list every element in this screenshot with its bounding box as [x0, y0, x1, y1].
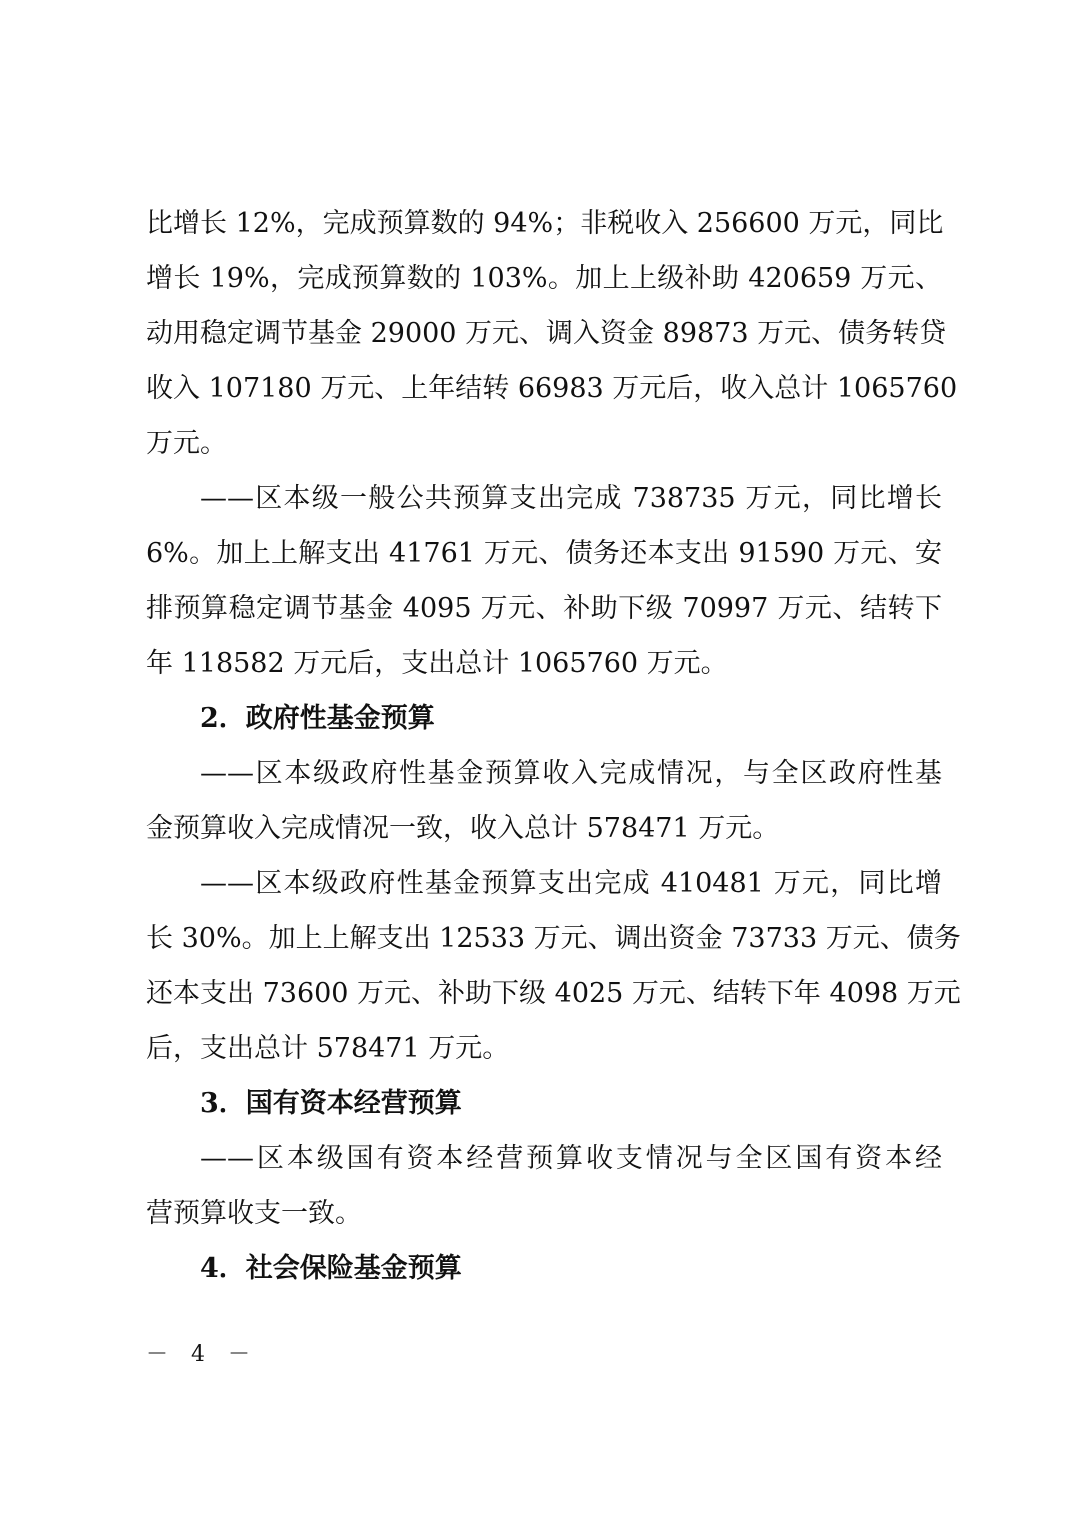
paragraph-line: ——区本级政府性基金预算收入完成情况，与全区政府性基: [200, 758, 942, 789]
paragraph-line: ——区本级国有资本经营预算收支情况与全区国有资本经: [200, 1143, 942, 1174]
paragraph-line: 收入 107180 万元、上年结转 66983 万元后，收入总计 1065760: [146, 373, 958, 404]
paragraph-line: 6%。加上上解支出 41761 万元、债务还本支出 91590 万元、安: [146, 538, 942, 569]
paragraph-line: 年 118582 万元后，支出总计 1065760 万元。: [146, 648, 728, 679]
paragraph-line: ——区本级一般公共预算支出完成 738735 万元，同比增长: [200, 483, 942, 514]
paragraph-line: 还本支出 73600 万元、补助下级 4025 万元、结转下年 4098 万元: [146, 978, 961, 1009]
section-heading-government-fund: 2．政府性基金预算: [200, 703, 435, 734]
paragraph-line: 比增长 12%，完成预算数的 94%；非税收入 256600 万元，同比: [146, 208, 944, 239]
document-body: [146, 196, 961, 1296]
paragraph-line: 营预算收支一致。: [146, 1198, 362, 1229]
paragraph-line: ——区本级政府性基金预算支出完成 410481 万元，同比增: [200, 868, 942, 899]
paragraph-line: 动用稳定调节基金 29000 万元、调入资金 89873 万元、债务转贷: [146, 318, 947, 349]
paragraph-line: 万元。: [146, 428, 227, 459]
paragraph-line: 后，支出总计 578471 万元。: [146, 1033, 510, 1064]
page-number: － 4 －: [146, 1342, 258, 1367]
section-heading-state-capital: 3．国有资本经营预算: [200, 1088, 462, 1119]
paragraph-line: 排预算稳定调节基金 4095 万元、补助下级 70997 万元、结转下: [146, 593, 942, 624]
section-heading-social-insurance: 4．社会保险基金预算: [200, 1253, 462, 1284]
paragraph-line: 金预算收入完成情况一致，收入总计 578471 万元。: [146, 813, 780, 844]
paragraph-line: 增长 19%，完成预算数的 103%。加上上级补助 420659 万元、: [146, 263, 942, 294]
paragraph-line: 长 30%。加上上解支出 12533 万元、调出资金 73733 万元、债务: [146, 923, 961, 954]
